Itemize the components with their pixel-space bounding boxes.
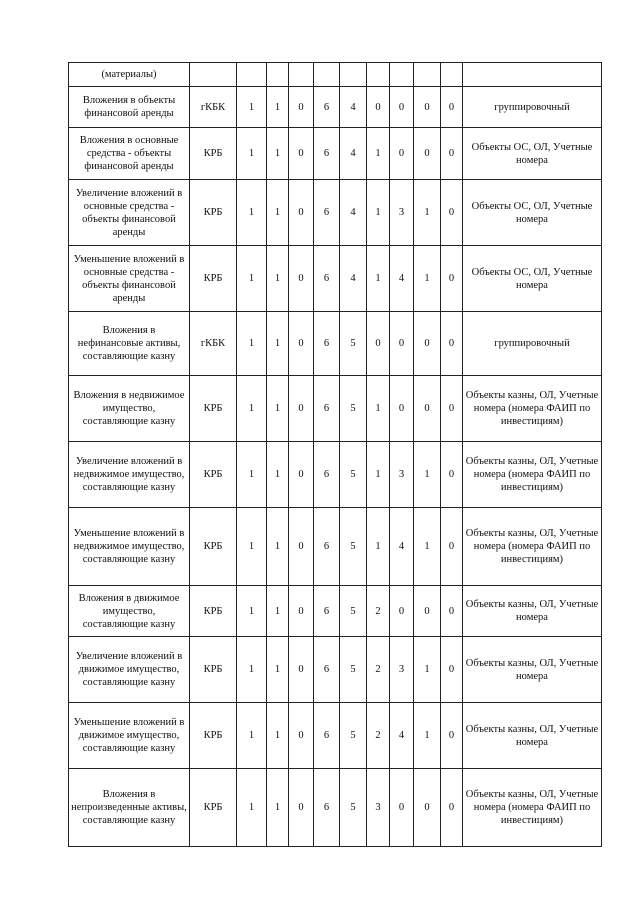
- account-digit-cell: 1: [414, 246, 441, 312]
- account-digit-cell: 2: [367, 586, 390, 637]
- account-name-cell: Вложения в непроизведенные активы, составляющие казну: [69, 769, 190, 847]
- table-row: [69, 703, 602, 769]
- accounts-table: [68, 62, 602, 847]
- account-type-cell: КРБ: [190, 180, 237, 246]
- account-digit-cell: 1: [414, 442, 441, 508]
- account-digit-cell: 6: [314, 586, 340, 637]
- account-digit-cell: 0: [390, 128, 414, 180]
- account-digit-cell: 0: [289, 376, 314, 442]
- account-name-cell: Вложения в недвижимое имущество, составляющие казну: [69, 376, 190, 442]
- analytics-cell: Объекты казны, ОЛ, Учетные номера (номера ФАИП по инвестициям): [463, 508, 602, 586]
- account-digit-cell: 6: [314, 312, 340, 376]
- account-name-cell: Увеличение вложений в основные средства - объекты финансовой аренды: [69, 180, 190, 246]
- account-digit-cell: 0: [289, 769, 314, 847]
- table-row: [69, 63, 602, 87]
- account-digit-cell: 4: [390, 508, 414, 586]
- account-digit-cell: 0: [390, 769, 414, 847]
- account-digit-cell: 0: [390, 586, 414, 637]
- account-digit-cell: 1: [237, 769, 267, 847]
- account-digit-cell: [441, 63, 463, 87]
- account-digit-cell: 5: [340, 376, 367, 442]
- account-digit-cell: 0: [441, 180, 463, 246]
- account-digit-cell: 1: [267, 246, 289, 312]
- account-digit-cell: 5: [340, 508, 367, 586]
- account-digit-cell: [314, 63, 340, 87]
- account-digit-cell: 4: [340, 180, 367, 246]
- account-type-cell: КРБ: [190, 246, 237, 312]
- analytics-cell: группировочный: [463, 87, 602, 128]
- account-digit-cell: 1: [267, 703, 289, 769]
- account-digit-cell: 0: [289, 508, 314, 586]
- account-digit-cell: 0: [414, 128, 441, 180]
- account-digit-cell: 6: [314, 442, 340, 508]
- account-digit-cell: 1: [267, 180, 289, 246]
- account-digit-cell: 4: [390, 703, 414, 769]
- account-digit-cell: 0: [289, 703, 314, 769]
- table-row: [69, 637, 602, 703]
- account-digit-cell: 0: [414, 769, 441, 847]
- table-row: [69, 508, 602, 586]
- account-type-cell: гКБК: [190, 87, 237, 128]
- account-digit-cell: 1: [367, 128, 390, 180]
- account-type-cell: КРБ: [190, 769, 237, 847]
- account-digit-cell: 3: [390, 637, 414, 703]
- account-digit-cell: 4: [340, 87, 367, 128]
- account-type-cell: КРБ: [190, 376, 237, 442]
- account-name-cell: Уменьшение вложений в основные средства - объекты финансовой аренды: [69, 246, 190, 312]
- account-digit-cell: [367, 63, 390, 87]
- account-digit-cell: 0: [414, 586, 441, 637]
- account-digit-cell: 0: [289, 312, 314, 376]
- account-type-cell: КРБ: [190, 703, 237, 769]
- analytics-cell: Объекты ОС, ОЛ, Учетные номера: [463, 180, 602, 246]
- account-digit-cell: 3: [390, 442, 414, 508]
- account-digit-cell: 2: [367, 703, 390, 769]
- account-digit-cell: [340, 63, 367, 87]
- analytics-cell: [463, 63, 602, 87]
- account-digit-cell: 1: [237, 586, 267, 637]
- account-digit-cell: 4: [340, 246, 367, 312]
- account-digit-cell: 1: [267, 128, 289, 180]
- account-digit-cell: [267, 63, 289, 87]
- account-digit-cell: 3: [367, 769, 390, 847]
- analytics-cell: Объекты ОС, ОЛ, Учетные номера: [463, 246, 602, 312]
- analytics-cell: Объекты казны, ОЛ, Учетные номера: [463, 703, 602, 769]
- table-row: [69, 442, 602, 508]
- account-digit-cell: 0: [414, 87, 441, 128]
- account-type-cell: КРБ: [190, 508, 237, 586]
- account-digit-cell: 5: [340, 769, 367, 847]
- account-digit-cell: 0: [414, 312, 441, 376]
- account-digit-cell: 5: [340, 442, 367, 508]
- account-name-cell: Вложения в объекты финансовой аренды: [69, 87, 190, 128]
- account-digit-cell: 0: [441, 703, 463, 769]
- account-digit-cell: 6: [314, 376, 340, 442]
- account-name-cell: Увеличение вложений в движимое имущество, составляющие казну: [69, 637, 190, 703]
- account-digit-cell: [390, 63, 414, 87]
- account-digit-cell: 0: [367, 87, 390, 128]
- analytics-cell: Объекты казны, ОЛ, Учетные номера (номера ФАИП по инвестициям): [463, 442, 602, 508]
- table-row: [69, 128, 602, 180]
- account-digit-cell: 0: [441, 586, 463, 637]
- account-digit-cell: 1: [414, 180, 441, 246]
- account-type-cell: КРБ: [190, 128, 237, 180]
- analytics-cell: Объекты казны, ОЛ, Учетные номера: [463, 586, 602, 637]
- account-digit-cell: 0: [441, 128, 463, 180]
- account-digit-cell: 1: [237, 312, 267, 376]
- table-row: [69, 376, 602, 442]
- account-digit-cell: 1: [367, 246, 390, 312]
- table-row: [69, 312, 602, 376]
- account-digit-cell: 6: [314, 246, 340, 312]
- account-digit-cell: 6: [314, 180, 340, 246]
- account-name-cell: Уменьшение вложений в недвижимое имущество, составляющие казну: [69, 508, 190, 586]
- account-digit-cell: 0: [414, 376, 441, 442]
- account-digit-cell: 5: [340, 586, 367, 637]
- account-digit-cell: [289, 63, 314, 87]
- analytics-cell: группировочный: [463, 312, 602, 376]
- account-digit-cell: 1: [267, 376, 289, 442]
- account-digit-cell: 0: [367, 312, 390, 376]
- account-name-cell: Увеличение вложений в недвижимое имущество, составляющие казну: [69, 442, 190, 508]
- account-digit-cell: 0: [289, 637, 314, 703]
- account-digit-cell: 1: [267, 312, 289, 376]
- account-digit-cell: 1: [237, 87, 267, 128]
- account-digit-cell: 0: [390, 376, 414, 442]
- account-name-cell: (материалы): [69, 63, 190, 87]
- account-type-cell: [190, 63, 237, 87]
- account-digit-cell: 0: [289, 128, 314, 180]
- account-digit-cell: 6: [314, 637, 340, 703]
- account-digit-cell: 2: [367, 637, 390, 703]
- account-digit-cell: 0: [441, 508, 463, 586]
- account-digit-cell: 1: [414, 637, 441, 703]
- account-digit-cell: 0: [390, 87, 414, 128]
- account-digit-cell: 0: [441, 246, 463, 312]
- account-digit-cell: 0: [441, 442, 463, 508]
- account-type-cell: КРБ: [190, 442, 237, 508]
- account-digit-cell: 1: [237, 508, 267, 586]
- table-row: [69, 769, 602, 847]
- account-digit-cell: 1: [237, 637, 267, 703]
- account-digit-cell: 1: [237, 180, 267, 246]
- account-digit-cell: 0: [441, 87, 463, 128]
- account-digit-cell: 0: [289, 180, 314, 246]
- account-digit-cell: 6: [314, 769, 340, 847]
- account-digit-cell: [414, 63, 441, 87]
- account-digit-cell: 1: [267, 508, 289, 586]
- account-digit-cell: 1: [414, 703, 441, 769]
- account-digit-cell: 1: [237, 703, 267, 769]
- account-type-cell: КРБ: [190, 586, 237, 637]
- account-digit-cell: 0: [289, 442, 314, 508]
- account-digit-cell: 1: [237, 442, 267, 508]
- account-digit-cell: 6: [314, 128, 340, 180]
- account-digit-cell: [237, 63, 267, 87]
- account-digit-cell: 4: [340, 128, 367, 180]
- account-type-cell: КРБ: [190, 637, 237, 703]
- account-digit-cell: 0: [441, 637, 463, 703]
- account-digit-cell: 6: [314, 508, 340, 586]
- account-digit-cell: 0: [289, 586, 314, 637]
- account-name-cell: Вложения в нефинансовые активы, составляющие казну: [69, 312, 190, 376]
- account-digit-cell: 0: [441, 376, 463, 442]
- account-digit-cell: 1: [367, 376, 390, 442]
- account-digit-cell: 6: [314, 87, 340, 128]
- account-digit-cell: 0: [441, 769, 463, 847]
- account-digit-cell: 0: [441, 312, 463, 376]
- table-row: [69, 586, 602, 637]
- analytics-cell: Объекты ОС, ОЛ, Учетные номера: [463, 128, 602, 180]
- account-digit-cell: 1: [237, 128, 267, 180]
- table-row: [69, 180, 602, 246]
- analytics-cell: Объекты казны, ОЛ, Учетные номера (номера ФАИП по инвестициям): [463, 769, 602, 847]
- account-name-cell: Вложения в движимое имущество, составляющие казну: [69, 586, 190, 637]
- account-digit-cell: 0: [289, 87, 314, 128]
- account-digit-cell: 3: [390, 180, 414, 246]
- account-digit-cell: 0: [390, 312, 414, 376]
- account-digit-cell: 1: [367, 180, 390, 246]
- account-digit-cell: 1: [267, 442, 289, 508]
- account-digit-cell: 0: [289, 246, 314, 312]
- account-digit-cell: 1: [237, 246, 267, 312]
- table-row: [69, 87, 602, 128]
- account-digit-cell: 1: [367, 442, 390, 508]
- account-digit-cell: 1: [237, 376, 267, 442]
- account-digit-cell: 6: [314, 703, 340, 769]
- account-digit-cell: 4: [390, 246, 414, 312]
- analytics-cell: Объекты казны, ОЛ, Учетные номера: [463, 637, 602, 703]
- account-digit-cell: 5: [340, 637, 367, 703]
- table-body: [69, 63, 602, 847]
- account-digit-cell: 1: [414, 508, 441, 586]
- account-name-cell: Вложения в основные средства - объекты финансовой аренды: [69, 128, 190, 180]
- account-digit-cell: 1: [367, 508, 390, 586]
- account-type-cell: гКБК: [190, 312, 237, 376]
- account-digit-cell: 1: [267, 769, 289, 847]
- account-digit-cell: 5: [340, 703, 367, 769]
- account-name-cell: Уменьшение вложений в движимое имущество, составляющие казну: [69, 703, 190, 769]
- table-row: [69, 246, 602, 312]
- account-digit-cell: 1: [267, 87, 289, 128]
- account-digit-cell: 1: [267, 637, 289, 703]
- account-digit-cell: 5: [340, 312, 367, 376]
- account-digit-cell: 1: [267, 586, 289, 637]
- analytics-cell: Объекты казны, ОЛ, Учетные номера (номера ФАИП по инвестициям): [463, 376, 602, 442]
